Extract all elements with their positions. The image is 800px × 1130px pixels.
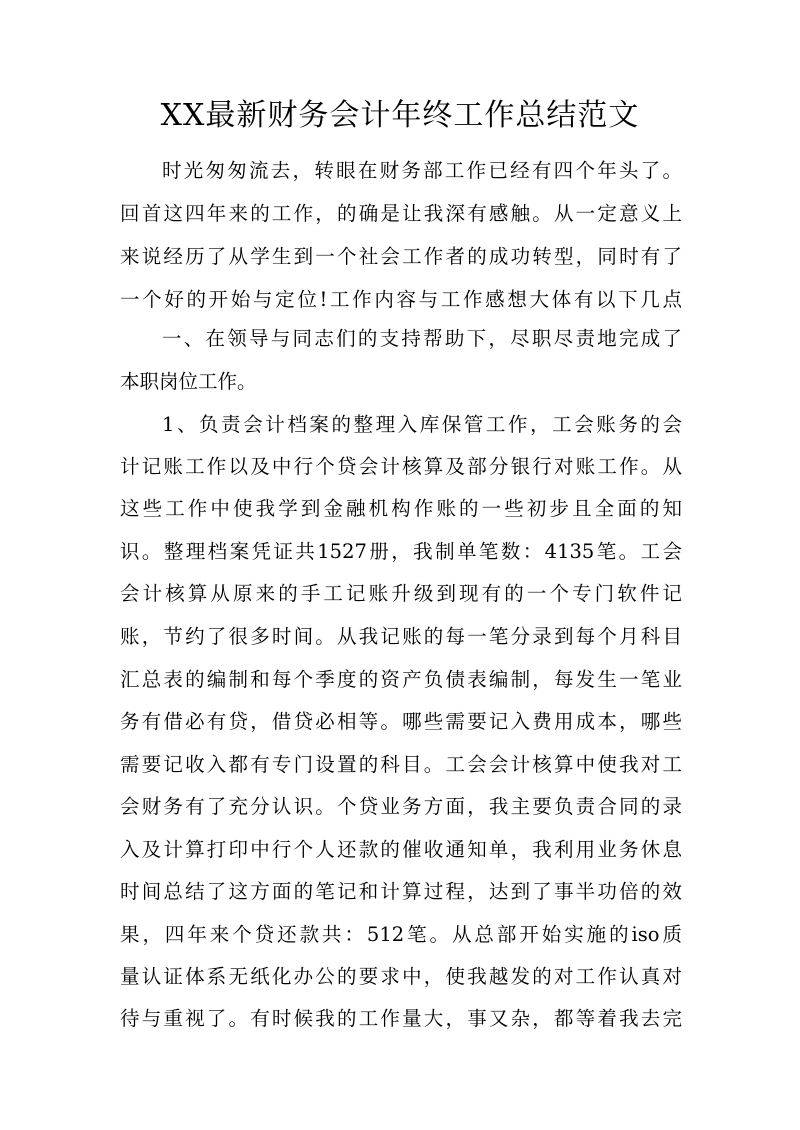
paragraph-line: 这些工作中使我学到金融机构作账的一些初步且全面的知 (120, 497, 682, 520)
paragraph-line: 时光匆匆流去，转眼在财务部工作已经有四个年头了。 (162, 159, 682, 182)
paragraph-line: 回首这四年来的工作，的确是让我深有感触。从一定意义上 (120, 202, 682, 225)
paragraph-line: 会计核算从原来的手工记账升级到现有的一个专门软件记 (120, 582, 682, 605)
document-title: XX最新财务会计年终工作总结范文 (160, 98, 640, 133)
paragraph-line: 一个好的开始与定位!工作内容与工作感想大体有以下几点 (120, 288, 682, 311)
paragraph-line: 汇总表的编制和每个季度的资产负债表编制，每发生一笔业 (120, 668, 682, 691)
paragraph-line: 1、负责会计档案的整理入库保管工作，工会账务的会 (162, 413, 682, 436)
paragraph-line: 识。整理档案凭证共1527册，我制单笔数：4135笔。工会 (120, 540, 682, 563)
paragraph-line: 计记账工作以及中行个贷会计核算及部分银行对账工作。从 (120, 455, 682, 478)
paragraph-line: 需要记收入都有专门设置的科目。工会会计核算中使我对工 (120, 753, 682, 776)
paragraph-line: 时间总结了这方面的笔记和计算过程，达到了事半功倍的效 (120, 880, 682, 903)
paragraph-line: 务有借必有贷，借贷必相等。哪些需要记入费用成本，哪些 (120, 710, 682, 733)
paragraph-line: 一、在领导与同志们的支持帮助下，尽职尽责地完成了 (162, 327, 682, 350)
paragraph-line: 待与重视了。有时候我的工作量大，事又杂，都等着我去完 (120, 1007, 682, 1030)
paragraph-line: 账，节约了很多时间。从我记账的每一笔分录到每个月科目 (120, 625, 682, 648)
paragraph-line: 来说经历了从学生到一个社会工作者的成功转型，同时有了 (120, 245, 682, 268)
paragraph-line: 会财务有了充分认识。个贷业务方面，我主要负责合同的录 (120, 795, 682, 818)
paragraph-line: 果，四年来个贷还款共：512笔。从总部开始实施的iso质 (120, 923, 682, 946)
paragraph-line: 入及计算打印中行个人还款的催收通知单，我利用业务休息 (120, 838, 682, 861)
paragraph-line: 量认证体系无纸化办公的要求中，使我越发的对工作认真对 (120, 965, 682, 988)
paragraph-line: 本职岗位工作。 (120, 370, 257, 393)
